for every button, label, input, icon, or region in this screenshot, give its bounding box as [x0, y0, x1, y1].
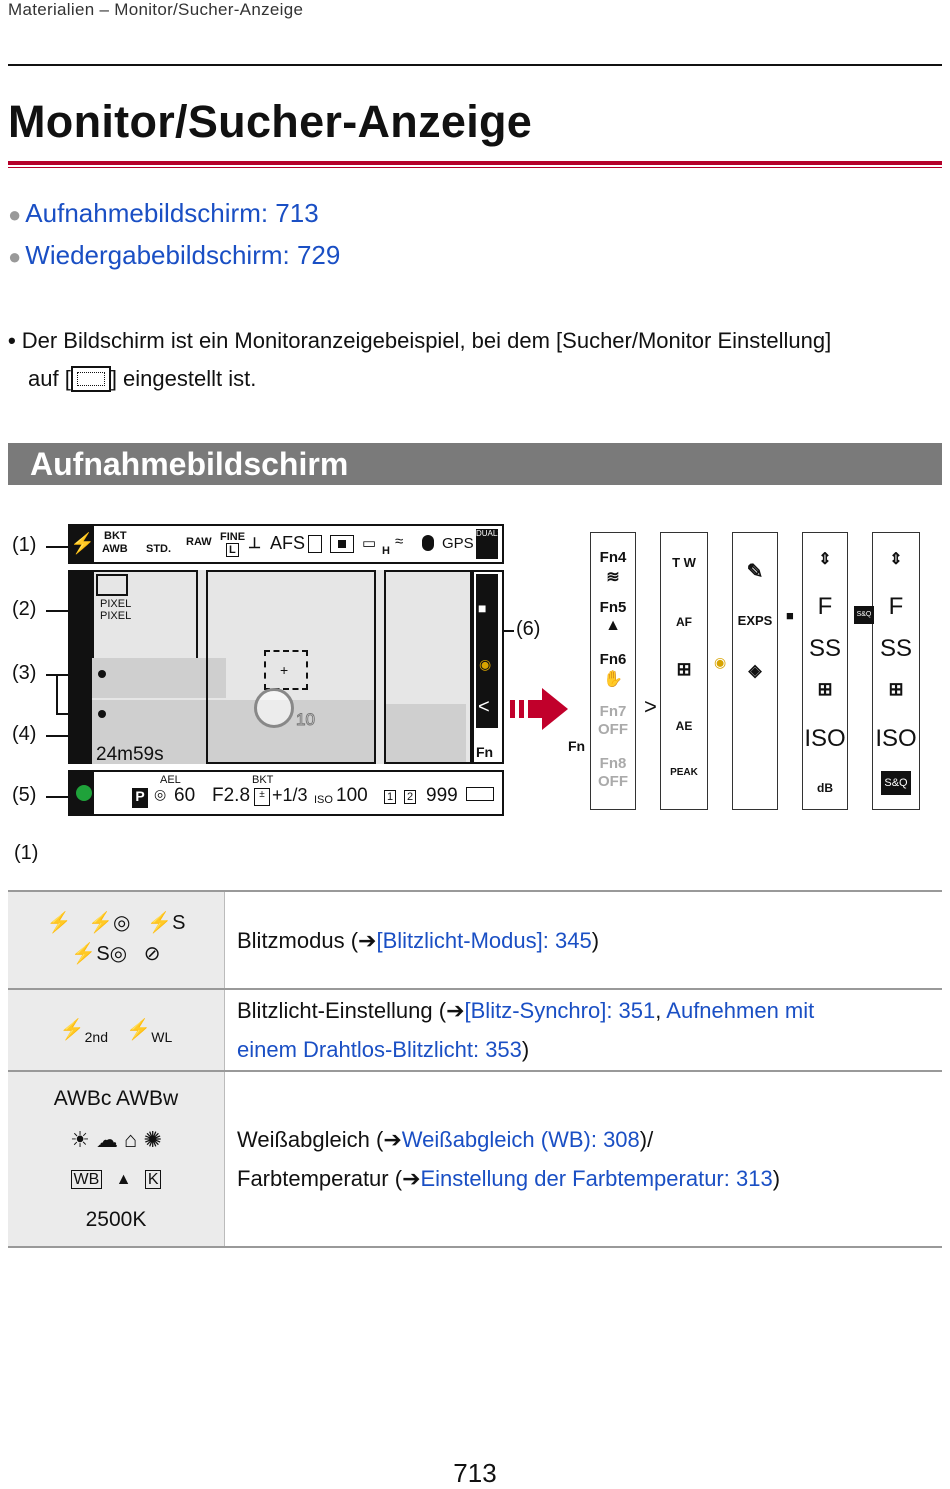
bkt-label: BKT — [104, 530, 127, 542]
fn-button-strip — [590, 532, 636, 810]
desc-text: ) — [591, 927, 600, 953]
flash-wb-icon: WB — [71, 1170, 103, 1189]
title-rule-thick — [8, 161, 942, 165]
custom-wb-icon: ▲ — [115, 1171, 132, 1188]
leader-line — [46, 796, 68, 798]
desc-text: Farbtemperatur ( — [237, 1166, 403, 1191]
shutter-value: 60 — [174, 785, 196, 806]
creative-side-icon: ◉ — [714, 654, 727, 670]
creative-icon: ◉ — [479, 656, 492, 672]
description-cell — [225, 891, 943, 989]
flash-slow-icon: ⚡S — [147, 912, 186, 934]
note-line1: Der Bildschirm ist ein Monitoranzeigebeispiel, bei dem [Sucher/Monitor Einstellung] — [21, 328, 832, 353]
desc-text: , — [655, 998, 667, 1023]
af-label[interactable]: AF — [676, 615, 692, 629]
flash-icon: ⚡ — [70, 526, 94, 562]
right-info-zone — [386, 704, 466, 762]
fn5-label[interactable]: Fn5 — [599, 599, 627, 616]
live-view-area — [68, 570, 504, 764]
drive-mode-icon: ▭ — [362, 535, 377, 552]
wireless-label: WL — [151, 1028, 173, 1045]
arrow-icon: ➔ — [358, 927, 377, 953]
flash-auto-icon: ⚡ — [46, 912, 72, 934]
table-row — [8, 1071, 942, 1247]
fn8-label[interactable]: Fn8 — [599, 755, 627, 772]
card-slot-1: 1 — [384, 790, 396, 804]
h-label: H — [382, 545, 390, 557]
flash-slow-redeye-icon: ⚡S◎ — [71, 943, 128, 965]
fn6-label[interactable]: Fn6 — [599, 651, 627, 668]
description-cell — [225, 1071, 943, 1247]
movie-side-icon: ■ — [786, 608, 794, 623]
filter-icon[interactable]: ◈ — [748, 661, 762, 680]
callout-2: (2) — [12, 598, 37, 620]
ael-label: AEL — [160, 774, 181, 786]
leader-bracket — [56, 674, 58, 714]
wifi-icon: ≋ — [606, 569, 620, 586]
f-label[interactable]: F — [817, 593, 833, 620]
silent-mode-icon — [96, 574, 128, 596]
bullet-icon: ● — [8, 202, 22, 227]
focus-mode-label: AFS — [270, 533, 306, 553]
arrow-icon: ➔ — [402, 1166, 421, 1191]
zoom-label[interactable]: T W — [672, 555, 696, 570]
callout-dot-4 — [98, 710, 106, 718]
kelvin-icon: K — [145, 1170, 162, 1189]
leader-line — [46, 735, 68, 737]
desc-text: ) — [772, 1166, 781, 1191]
exposure-comp-icon[interactable]: ⊞ — [676, 659, 692, 679]
fn7-label[interactable]: Fn7 — [599, 703, 627, 720]
zoom-icon[interactable]: ⇕ — [889, 551, 903, 568]
callout-1: (1) — [12, 534, 37, 556]
remaining-time: 24m59s — [96, 744, 164, 765]
ref-link[interactable]: Aufnehmen mit — [666, 998, 815, 1023]
fn7-off-label: OFF — [598, 721, 628, 738]
exps-label[interactable]: EXPS — [737, 613, 773, 628]
exposure-comp-icon[interactable]: ⊞ — [817, 679, 833, 699]
chevron-right-icon: > — [644, 694, 657, 719]
page-number: 713 — [453, 1458, 497, 1488]
toc-item[interactable] — [8, 240, 340, 271]
touch-strip-2 — [660, 532, 708, 810]
desc-text: Weißabgleich ( — [237, 1127, 384, 1152]
arrow-icon: ➔ — [383, 1127, 402, 1152]
arrow-icon: ➔ — [446, 998, 465, 1023]
touch-strip-3 — [732, 532, 778, 810]
awb-variants: AWBc AWBw — [53, 1087, 179, 1110]
fn-tab-label[interactable]: Fn — [476, 744, 494, 760]
second-curtain-label: 2nd — [84, 1028, 108, 1045]
iso-label[interactable]: ISO — [804, 725, 846, 752]
pixel-label-2: PIXEL — [100, 610, 132, 622]
toc-link[interactable]: Wiedergabebildschirm: 729 — [25, 240, 341, 270]
ref-link[interactable]: Einstellung der Farbtemperatur: 313 — [420, 1166, 773, 1191]
callout-5: (5) — [12, 784, 37, 806]
note-bullet: • — [8, 328, 16, 353]
focus-indicator-icon — [76, 785, 92, 801]
mic-db-label[interactable]: dB — [817, 781, 833, 795]
ref-link[interactable]: einem Drahtlos-Blitzlicht: 353 — [237, 1037, 522, 1062]
icon-cell — [8, 891, 225, 989]
leader-line — [46, 546, 68, 548]
awb-label: AWB — [102, 543, 128, 555]
af-mode-icon — [308, 535, 322, 553]
toc-link[interactable]: Aufnahmebildschirm: 713 — [25, 198, 319, 228]
creative-icon[interactable]: ✎ — [746, 561, 764, 583]
peak-label[interactable]: PEAK — [670, 767, 698, 778]
table-row — [8, 891, 942, 989]
ref-link[interactable]: [Blitz-Synchro]: 351 — [464, 998, 656, 1023]
iso-label: ISO — [314, 794, 333, 806]
iso-label[interactable]: ISO — [875, 725, 917, 752]
arrow-right-icon — [510, 686, 572, 734]
icon-cell — [8, 1071, 225, 1247]
icon-table — [8, 890, 942, 1248]
tab-open-icon[interactable]: < — [478, 696, 490, 718]
card-slot-2: 2 — [404, 790, 416, 804]
callout-dot-3 — [98, 670, 106, 678]
ss-label[interactable]: SS — [808, 635, 841, 662]
wifi-icon: ≈ — [395, 533, 404, 550]
bottom-info-bar — [68, 770, 504, 816]
flash-redeye-icon: ⚡◎ — [88, 912, 131, 934]
exposure-value: +1/3 — [272, 785, 308, 805]
photo-icon: ▲ — [605, 617, 621, 634]
callout-6: (6) — [516, 618, 541, 640]
bullet-icon: ● — [8, 244, 22, 269]
desc-text: Blitzlicht-Einstellung ( — [237, 998, 447, 1023]
mode-label: P — [132, 788, 148, 808]
dual-slot-label: DUAL2 — [476, 529, 498, 559]
ss-label[interactable]: SS — [879, 635, 912, 662]
callout-4: (4) — [12, 723, 37, 745]
fn8-off-label: OFF — [598, 773, 628, 790]
display-diagram — [0, 500, 950, 830]
fn-side-label: Fn — [568, 738, 586, 754]
metering-icon — [330, 535, 354, 553]
breadcrumb: Materialien – Monitor/Sucher-Anzeige — [8, 0, 304, 19]
self-timer-icon — [254, 688, 294, 728]
stabilizer-icon: ⊥ — [248, 535, 262, 552]
touch-strip-5 — [872, 532, 920, 810]
raw-label: RAW — [186, 536, 212, 548]
aperture-value: F2.8 — [212, 785, 251, 806]
description-cell — [225, 989, 943, 1071]
metering-small-icon: ◎ — [154, 786, 167, 802]
ref-link[interactable]: [Blitzlicht-Modus]: 345 — [376, 927, 592, 953]
note-post: ] eingestellt ist. — [110, 366, 257, 391]
sq-side-label: S&Q — [854, 606, 874, 624]
quality-label: FINE — [220, 531, 246, 543]
desc-text: Blitzmodus ( — [237, 927, 359, 953]
ae-label[interactable]: AE — [675, 719, 693, 733]
shot-count: 999 — [426, 785, 458, 806]
bkt-small-label: BKT — [252, 774, 274, 786]
movie-icon: ■ — [478, 600, 487, 616]
iso-value: 100 — [336, 785, 368, 806]
ref-link[interactable]: Weißabgleich (WB): 308 — [401, 1127, 640, 1152]
flash-icon: ⚡ — [59, 1018, 85, 1041]
toc-item[interactable] — [8, 198, 319, 229]
kelvin-value: 2500K — [85, 1208, 147, 1231]
self-timer-seconds: 10 — [296, 710, 315, 729]
monitor-icon — [71, 366, 111, 392]
title-rule-thin — [8, 167, 942, 168]
icon-cell — [8, 989, 225, 1071]
desc-text: ) — [521, 1037, 530, 1062]
page-title: Monitor/Sucher-Anzeige — [8, 96, 533, 147]
leader-line — [46, 610, 68, 612]
sq-button[interactable]: S&Q — [881, 771, 911, 795]
f-label[interactable]: F — [888, 593, 904, 620]
bluetooth-icon — [422, 535, 434, 551]
top-info-bar — [68, 524, 504, 564]
callout-3: (3) — [12, 662, 37, 684]
note-pre: auf [ — [28, 366, 71, 391]
left-edge-bar — [68, 570, 92, 764]
section-heading: Aufnahmebildschirm — [8, 443, 942, 485]
gps-label: GPS — [442, 535, 474, 552]
af-cross-icon: + — [280, 662, 289, 678]
photo-style-label: STD. — [146, 543, 172, 555]
battery-icon — [466, 787, 494, 801]
flash-icon: ⚡ — [126, 1018, 152, 1041]
zoom-icon[interactable]: ⇕ — [818, 551, 832, 568]
hand-icon: ✋ — [603, 671, 623, 688]
fn4-label[interactable]: Fn4 — [599, 549, 627, 566]
size-label: L — [226, 543, 239, 557]
table-row — [8, 989, 942, 1071]
desc-text: )/ — [639, 1127, 654, 1152]
flash-off-icon: ⊘ — [143, 943, 161, 965]
header-rule — [8, 64, 942, 66]
sub-section-label: (1) — [14, 842, 39, 864]
wb-preset-icons: ☀ ☁ ⌂ ✺ — [70, 1127, 162, 1152]
note-paragraph — [8, 322, 938, 398]
exposure-comp-icon[interactable]: ⊞ — [888, 679, 904, 699]
pixel-label-1: PIXEL — [100, 598, 132, 610]
touch-strip-4 — [802, 532, 848, 810]
wb-custom-icons — [9, 1160, 223, 1200]
exposure-comp-icon: ± — [254, 788, 270, 806]
